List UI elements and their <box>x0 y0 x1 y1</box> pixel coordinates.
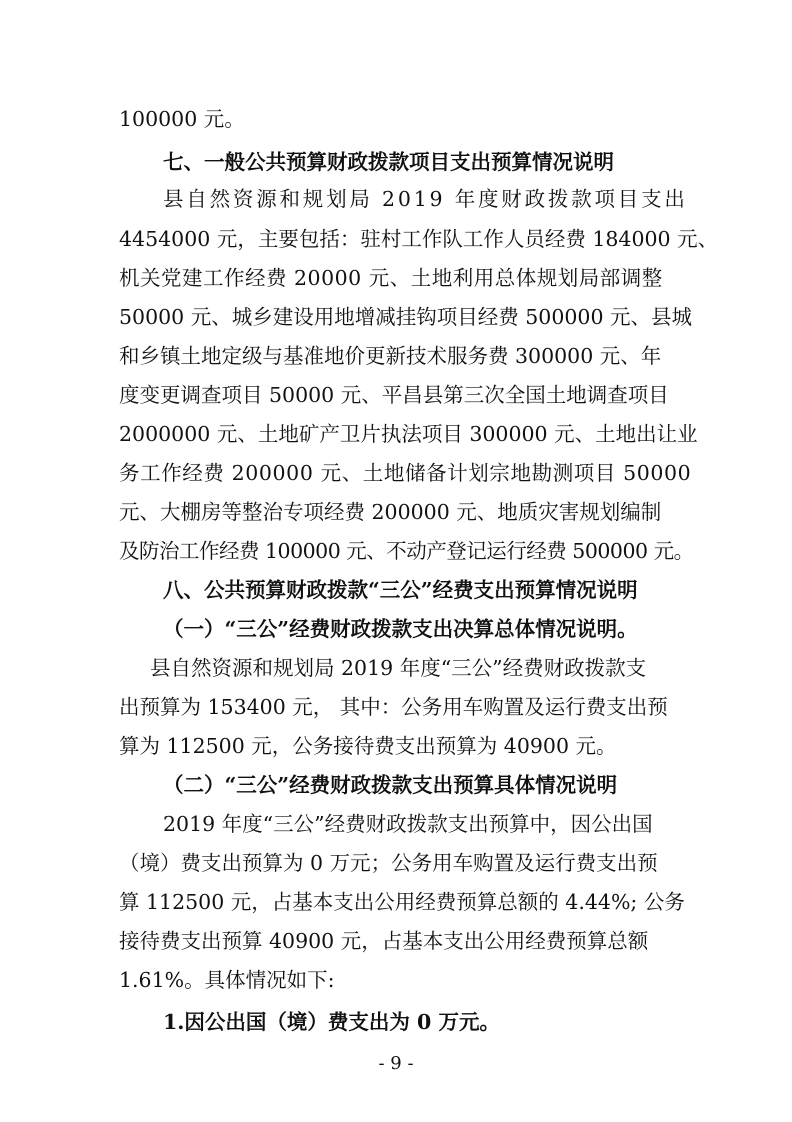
paragraph-line: 机关党建工作经费 20000 元、土地利用总体规划局部调整 <box>119 266 663 290</box>
paragraph-line: 4454000 元，主要包括：驻村工作队工作人员经费 184000 元、 <box>119 227 719 251</box>
paragraph-line: 2019 年度“三公”经费财政拨款支出预算中，因公出国 <box>163 812 653 836</box>
paragraph-line: 县自然资源和规划局 2019 年度财政拨款项目支出 <box>163 187 688 211</box>
subsection-heading-2: （二）“三公”经费财政拨款支出预算具体情况说明 <box>163 773 618 797</box>
section-heading-7: 七、一般公共预算财政拨款项目支出预算情况说明 <box>163 150 614 174</box>
page-number: - 9 - <box>378 1053 414 1074</box>
paragraph-line: 接待费支出预算 40900 元，占基本支出公用经费预算总额 <box>119 929 649 953</box>
paragraph-line: 算 112500 元，占基本支出公用经费预算总额的 4.44%; 公务 <box>119 890 685 914</box>
paragraph-line: 1.61%。具体情况如下: <box>119 968 335 992</box>
paragraph-line: 务工作经费 200000 元、土地储备计划宗地勘测项目 50000 <box>119 461 692 485</box>
paragraph-line: 出预算为 153400 元， 其中：公务用车购置及运行费支出预 <box>119 695 668 719</box>
paragraph-line: 算为 112500 元，公务接待费支出预算为 40900 元。 <box>119 734 617 758</box>
item-heading: 1.因公出国（境）费支出为 0 万元。 <box>163 1010 500 1034</box>
paragraph-line: 县自然资源和规划局 2019 年度“三公”经费财政拨款支 <box>150 656 647 680</box>
paragraph-line: 元、大棚房等整治专项经费 200000 元、地质灾害规划编制 <box>119 500 662 524</box>
paragraph-line: 50000 元、城乡建设用地增减挂钩项目经费 500000 元、县城 <box>119 305 693 329</box>
paragraph-line: （境）费支出预算为 0 万元；公务用车购置及运行费支出预 <box>119 851 658 875</box>
paragraph-line: 2000000 元、土地矿产卫片执法项目 300000 元、土地出让业 <box>119 422 698 446</box>
text-line-continuation: 100000 元。 <box>119 107 245 131</box>
paragraph-line: 和乡镇土地定级与基准地价更新技术服务费 300000 元、年 <box>119 344 662 368</box>
paragraph-line: 度变更调查项目 50000 元、平昌县第三次全国土地调查项目 <box>119 383 669 407</box>
section-heading-8: 八、公共预算财政拨款“三公”经费支出预算情况说明 <box>163 578 638 602</box>
subsection-heading-1: （一）“三公”经费财政拨款支出决算总体情况说明。 <box>163 617 638 641</box>
paragraph-line: 及防治工作经费 100000 元、不动产登记运行经费 500000 元。 <box>119 539 694 563</box>
